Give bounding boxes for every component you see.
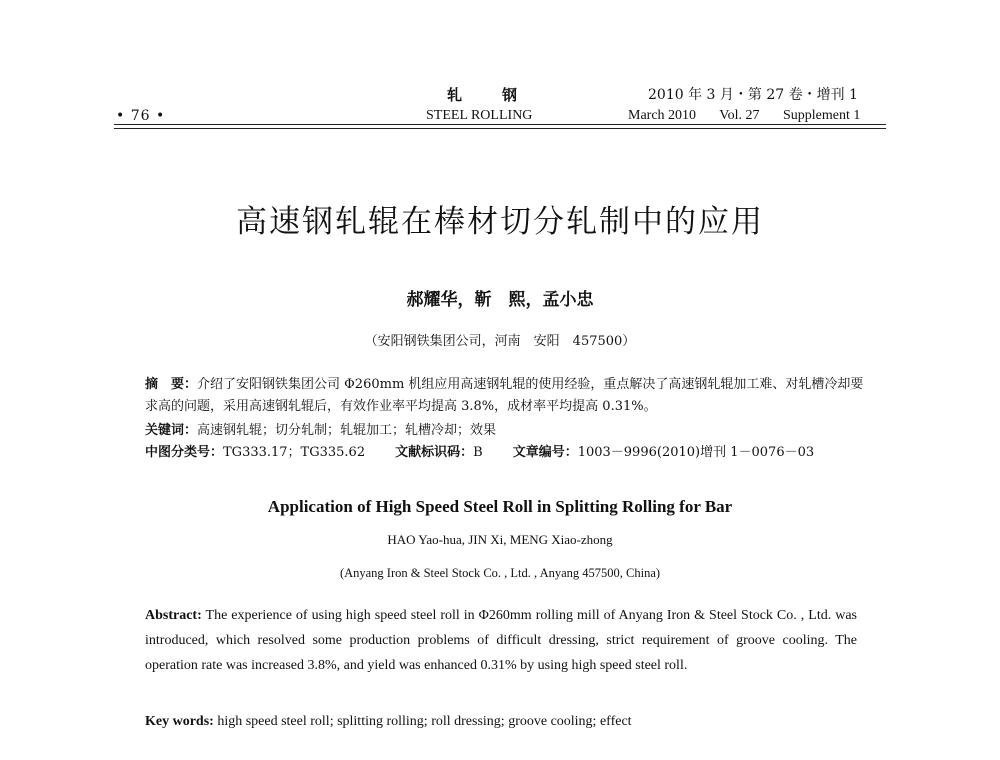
keywords-text-cn: 高速钢轧辊；切分轧制；轧辊加工；轧槽冷却；效果 — [197, 423, 497, 438]
article-number-value: 1003－9996(2010)增刊 1－0076－03 — [577, 445, 815, 460]
journal-name-cn: 轧钢 — [447, 86, 558, 104]
issue-date: March 2010 — [628, 108, 697, 123]
keywords-label-en: Key words: — [145, 714, 214, 729]
article-title-cn: 高速钢轧辊在棒材切分轧制中的应用 — [236, 204, 764, 240]
keywords-cn — [145, 420, 875, 442]
keywords-text-en: high speed steel roll; splitting rolling; roll dressing; groove cooling; effect — [213, 714, 632, 729]
keywords-en — [145, 709, 857, 734]
header-rule-bottom — [114, 128, 886, 129]
issue-volume: Vol. 27 — [719, 108, 760, 123]
issue-info-en — [628, 108, 860, 124]
classification-line — [145, 442, 875, 464]
page-number: • 76 • — [116, 108, 166, 124]
issue-supplement: Supplement 1 — [783, 108, 861, 123]
abstract-label-cn: 摘 要： — [145, 377, 198, 392]
header-rule-top — [114, 124, 886, 125]
abstract-text-cn: 介绍了安阳钢铁集团公司 Φ260mm 机组应用高速钢轧辊的使用经验，重点解决了高速钢轧辊加工难、对轧槽冷却要求高的问题，采用高速钢轧辊后，有效作业率平均提高 3.8%，成材率平均提高 0.31%。 — [145, 377, 864, 414]
article-number-label: 文章编号： — [512, 445, 578, 460]
abstract-en — [145, 603, 857, 678]
authors-en: HAO Yao-hua, JIN Xi, MENG Xiao-zhong — [387, 532, 613, 547]
affiliation-en: (Anyang Iron & Steel Stock Co. , Ltd. , Anyang 457500, China) — [339, 566, 661, 580]
clc-value: TG333.17；TG335.62 — [223, 445, 366, 460]
journal-name-en: STEEL ROLLING — [426, 108, 533, 123]
clc-label: 中图分类号： — [145, 445, 224, 460]
article-title-en: Application of High Speed Steel Roll in Splitting Rolling for Bar — [267, 497, 733, 516]
abstract-text-en: The experience of using high speed steel roll in Φ260mm rolling mill of Anyang Iron & Steel Stock Co. , Ltd. was introduced, which resolved some production problems of difficult dressing, strict requirement of groove cooling. The operation rate was increased 3.8%, and yield was enhanced 0.31% by using high speed steel roll. — [145, 608, 857, 673]
abstract-label-en: Abstract: — [145, 608, 202, 623]
affiliation-cn: （安阳钢铁集团公司，河南 安阳 457500） — [364, 334, 636, 349]
abstract-cn — [145, 374, 875, 418]
issue-info-cn: 2010 年 3 月・第 27 卷・增刊 1 — [648, 87, 858, 103]
authors-cn: 郝耀华，靳 熙，孟小忠 — [406, 290, 594, 310]
doc-code-label: 文献标识码： — [395, 445, 474, 460]
doc-code-value: B — [473, 445, 483, 460]
keywords-label-cn: 关键词： — [145, 423, 198, 438]
